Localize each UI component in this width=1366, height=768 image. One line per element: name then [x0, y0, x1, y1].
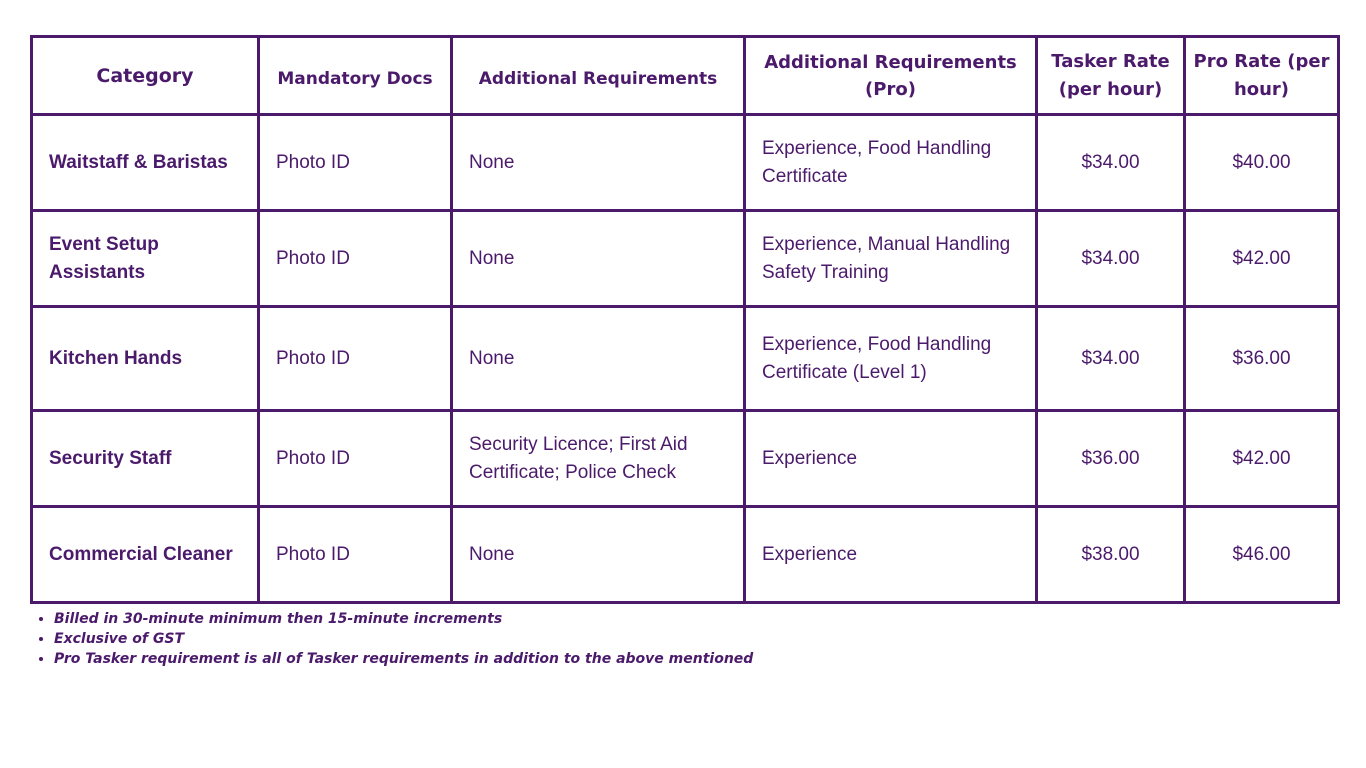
cell-additional-requirements: None [452, 307, 745, 411]
cell-category: Event Setup Assistants [32, 211, 259, 307]
cell-additional-requirements: None [452, 211, 745, 307]
header-additional-requirements-pro: Additional Requirements (Pro) [745, 37, 1037, 115]
table-row [32, 211, 1339, 307]
header-category: Category [32, 37, 259, 115]
cell-additional-requirements: Security Licence; First Aid Certificate; Police Check [452, 411, 745, 507]
footnotes-list [30, 609, 753, 669]
cell-mandatory-docs: Photo ID [259, 115, 452, 211]
cell-category: Kitchen Hands [32, 307, 259, 411]
cell-additional-requirements: None [452, 507, 745, 603]
header-pro-rate: Pro Rate (per hour) [1185, 37, 1339, 115]
cell-tasker-rate: $34.00 [1037, 307, 1185, 411]
cell-pro-rate: $40.00 [1185, 115, 1339, 211]
cell-tasker-rate: $34.00 [1037, 115, 1185, 211]
footnote-billing: • Billed in 30-minute minimum then 15-minute increments [54, 609, 753, 629]
cell-tasker-rate: $36.00 [1037, 411, 1185, 507]
cell-mandatory-docs: Photo ID [259, 211, 452, 307]
cell-category: Security Staff [32, 411, 259, 507]
header-tasker-rate: Tasker Rate (per hour) [1037, 37, 1185, 115]
table-row [32, 307, 1339, 411]
table-row [32, 115, 1339, 211]
cell-mandatory-docs: Photo ID [259, 307, 452, 411]
cell-tasker-rate: $38.00 [1037, 507, 1185, 603]
cell-additional-requirements-pro: Experience, Food Handling Certificate [745, 115, 1037, 211]
cell-pro-rate: $42.00 [1185, 211, 1339, 307]
cell-additional-requirements-pro: Experience, Food Handling Certificate (Level 1) [745, 307, 1037, 411]
cell-category: Waitstaff & Baristas [32, 115, 259, 211]
header-additional-requirements: Additional Requirements [452, 37, 745, 115]
cell-pro-rate: $42.00 [1185, 411, 1339, 507]
footnote-pro-requirement: • Pro Tasker requirement is all of Tasker requirements in addition to the above mentioned [54, 649, 753, 669]
rates-table [30, 35, 1340, 604]
header-row [32, 37, 1339, 115]
cell-additional-requirements: None [452, 115, 745, 211]
cell-additional-requirements-pro: Experience, Manual Handling Safety Training [745, 211, 1037, 307]
cell-additional-requirements-pro: Experience [745, 411, 1037, 507]
cell-tasker-rate: $34.00 [1037, 211, 1185, 307]
cell-pro-rate: $46.00 [1185, 507, 1339, 603]
footnote-gst: • Exclusive of GST [54, 629, 753, 649]
table-row [32, 411, 1339, 507]
header-mandatory-docs: Mandatory Docs [259, 37, 452, 115]
cell-category: Commercial Cleaner [32, 507, 259, 603]
cell-pro-rate: $36.00 [1185, 307, 1339, 411]
table-row [32, 507, 1339, 603]
cell-mandatory-docs: Photo ID [259, 507, 452, 603]
cell-mandatory-docs: Photo ID [259, 411, 452, 507]
cell-additional-requirements-pro: Experience [745, 507, 1037, 603]
